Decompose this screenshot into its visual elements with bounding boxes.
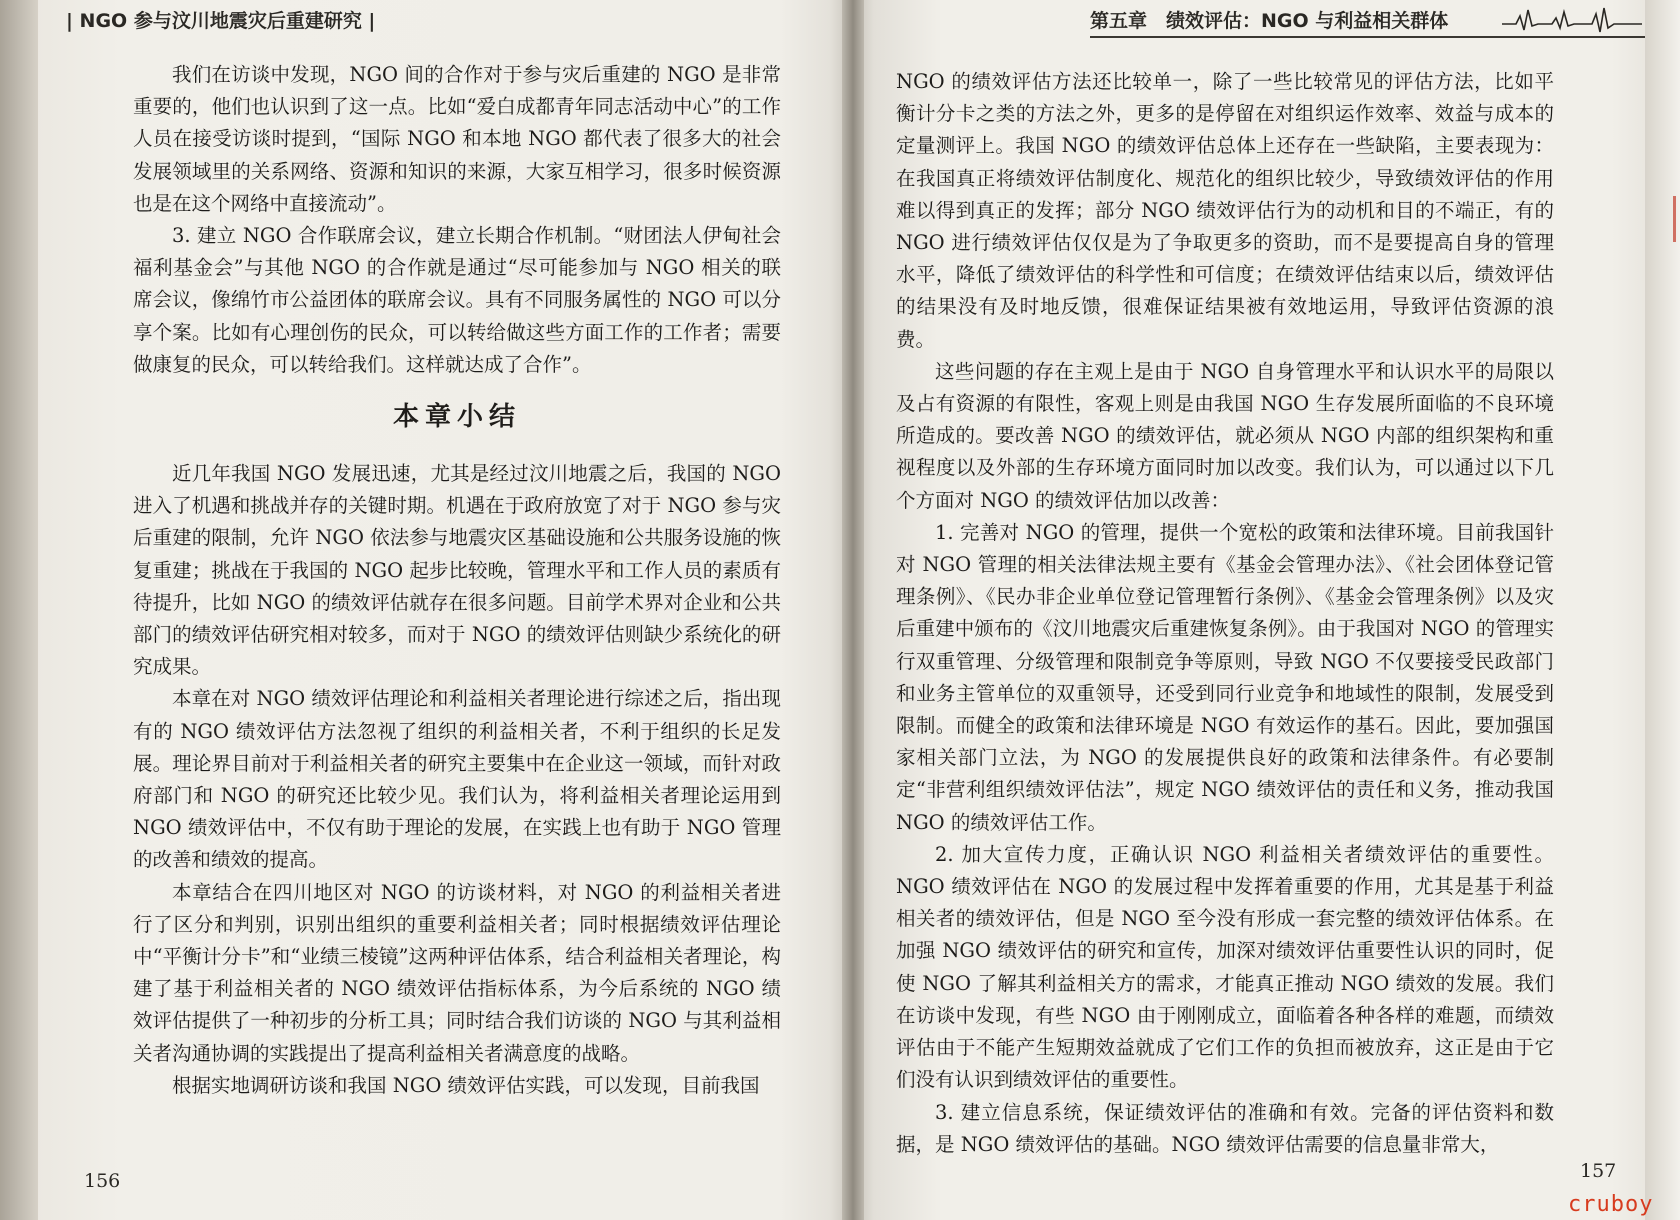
paragraph: 1. 完善对 NGO 的管理，提供一个宽松的政策和法律环境。目前我国针对 NGO 管理的相关法律法规主要有《基金会管理办法》、《社会团体登记管理条例》、《民办非企业单位登记管理暂行条例》、《基金会管理条例》以及灾后重建中颁布的《汶川地震灾后重建恢复条例》。由于我国对 NGO 的管理实行双重管理、分级管理和限制竞争等原则，导致 NGO 不仅要接受民政部门和业务主管单位的双重领导，还受到同行业竞争和地域性的限制，发展受到限制。而健全的政策和法律环境是 NGO 有效运作的基石。因此，要加强国家相关部门立法，为 NGO 的发展提供良好的政策和法律条件。有必要制定“非营利组织绩效评估法”，规定 NGO 绩效评估的责任和义务，推动我国 NGO 的绩效评估工作。 — [896, 520, 1554, 834]
page-number-left: 156 — [84, 1170, 121, 1192]
paragraph: 3. 建立信息系统，保证绩效评估的准确和有效。完备的评估资料和数据，是 NGO 绩效评估的基础。NGO 绩效评估需要的信息量非常大， — [896, 1100, 1554, 1156]
watermark: cruboy — [1568, 1192, 1654, 1217]
left-page-body-bottom — [133, 458, 781, 1102]
paragraph: 3. 建立 NGO 合作联席会议，建立长期合作机制。“财团法人伊甸社会福利基金会”与其他 NGO 的合作就是通过“尽可能参加与 NGO 相关的联席会议，像绵竹市公益团体的联席会议。具有不同服务属性的 NGO 可以分享个案。比如有心理创伤的民众，可以转给做这些方面工作的工作者；需要做康复的民众，可以转给我们。这样就达成了合作”。 — [133, 224, 781, 376]
right-running-head — [1090, 6, 1645, 38]
book-gutter — [842, 0, 864, 1220]
right-running-head-text: 第五章 绩效评估：NGO 与利益相关群体 — [1090, 10, 1449, 32]
left-book-edge — [0, 0, 38, 1220]
paragraph: 近几年我国 NGO 发展迅速，尤其是经过汶川地震之后，我国的 NGO 进入了机遇和挑战并存的关键时期。机遇在于政府放宽了对于 NGO 参与灾后重建的限制，允许 NGO 依法参与地震灾区基础设施和公共服务设施的恢复重建；挑战在于我国的 NGO 起步比较晚，管理水平和工作人员的素质有待提升，比如 NGO 的绩效评估就存在很多问题。目前学术界对企业和公共部门的绩效评估研究相对较多，而对于 NGO 的绩效评估则缺少系统化的研究成果。 — [133, 462, 781, 679]
paragraph: NGO 的绩效评估方法还比较单一，除了一些比较常见的评估方法，比如平衡计分卡之类的方法之外，更多的是停留在对组织运作效率、效益与成本的定量测评上。我国 NGO 的绩效评估总体上还存在一些缺陷，主要表现为：在我国真正将绩效评估制度化、规范化的组织比较少，导致绩效评估的作用难以得到真正的发挥；部分 NGO 绩效评估行为的动机和目的不端正，有的 NGO 进行绩效评估仅仅是为了争取更多的资助，而不是要提高自身的管理水平，降低了绩效评估的科学性和可信度；在绩效评估结束以后，绩效评估的结果没有及时地反馈，很难保证结果被有效地运用，导致评估资源的浪费。 — [896, 70, 1554, 351]
paragraph: 2. 加大宣传力度，正确认识 NGO 利益相关者绩效评估的重要性。NGO 绩效评估在 NGO 的发展过程中发挥着重要的作用，尤其是基于利益相关者的绩效评估，但是 NGO 至今没有形成一套完整的绩效评估体系。在加强 NGO 绩效评估的研究和宣传，加深对绩效评估重要性认识的同时，促使 NGO 了解其利益相关方的需求，才能真正推动 NGO 绩效的发展。我们在访谈中发现，有些 NGO 由于刚刚成立，面临着各种各样的难题，而绩效评估由于不能产生短期效益就成了它们工作的负担而被放弃，这正是由于它们没有认识到绩效评估的重要性。 — [896, 842, 1554, 1092]
left-page-body-top — [133, 59, 781, 381]
right-page-body — [896, 66, 1554, 1161]
left-running-head: | NGO 参与汶川地震灾后重建研究 | — [66, 10, 376, 32]
paragraph: 根据实地调研访谈和我国 NGO 绩效评估实践，可以发现，目前我国 — [172, 1073, 760, 1097]
paragraph: 本章在对 NGO 绩效评估理论和利益相关者理论进行综述之后，指出现有的 NGO 绩效评估方法忽视了组织的利益相关者，不利于组织的长足发展。理论界目前对于利益相关者的研究主要集中在企业这一领域，而针对政府部门和 NGO 的研究还比较少见。我们认为，将利益相关者理论运用到 NGO 绩效评估中，不仅有助于理论的发展，在实践上也有助于 NGO 管理的改善和绩效的提高。 — [133, 687, 781, 872]
paragraph: 这些问题的存在主观上是由于 NGO 自身管理水平和认识水平的局限以及占有资源的有限性，客观上则是由我国 NGO 生存发展所面临的不良环境所造成的。要改善 NGO 的绩效评估，就必须从 NGO 内部的组织架构和重视程度以及外部的生存环境方面同时加以改变。我们认为，可以通过以下几个方面对 NGO 的绩效评估加以改善： — [896, 359, 1554, 512]
page-number-right: 157 — [1580, 1160, 1617, 1182]
section-title: 本章小结 — [392, 402, 521, 432]
paragraph: 本章结合在四川地区对 NGO 的访谈材料，对 NGO 的利益相关者进行了区分和判别，识别出组织的重要利益相关者；同时根据绩效评估理论中“平衡计分卡”和“业绩三棱镜”这两种评估体系，结合利益相关者理论，构建了基于利益相关者的 NGO 绩效评估指标体系，为今后系统的 NGO 绩效评估提供了一种初步的分析工具；同时结合我们访谈的 NGO 与其利益相关者沟通协调的实践提出了提高利益相关者满意度的战略。 — [133, 880, 781, 1065]
right-book-edge — [1645, 0, 1680, 1220]
paragraph: 我们在访谈中发现，NGO 间的合作对于参与灾后重建的 NGO 是非常重要的，他们也认识到了这一点。比如“爱白成都青年同志活动中心”的工作人员在接受访谈时提到，“国际 NGO 和本地 NGO 都代表了很多大的社会发展领域里的关系网络、资源和知识的来源，大家互相学习，很多时候资源也是在这个网络中直接流动”。 — [133, 63, 781, 215]
red-mark — [1673, 196, 1676, 242]
pulse-line-icon — [1502, 6, 1642, 34]
